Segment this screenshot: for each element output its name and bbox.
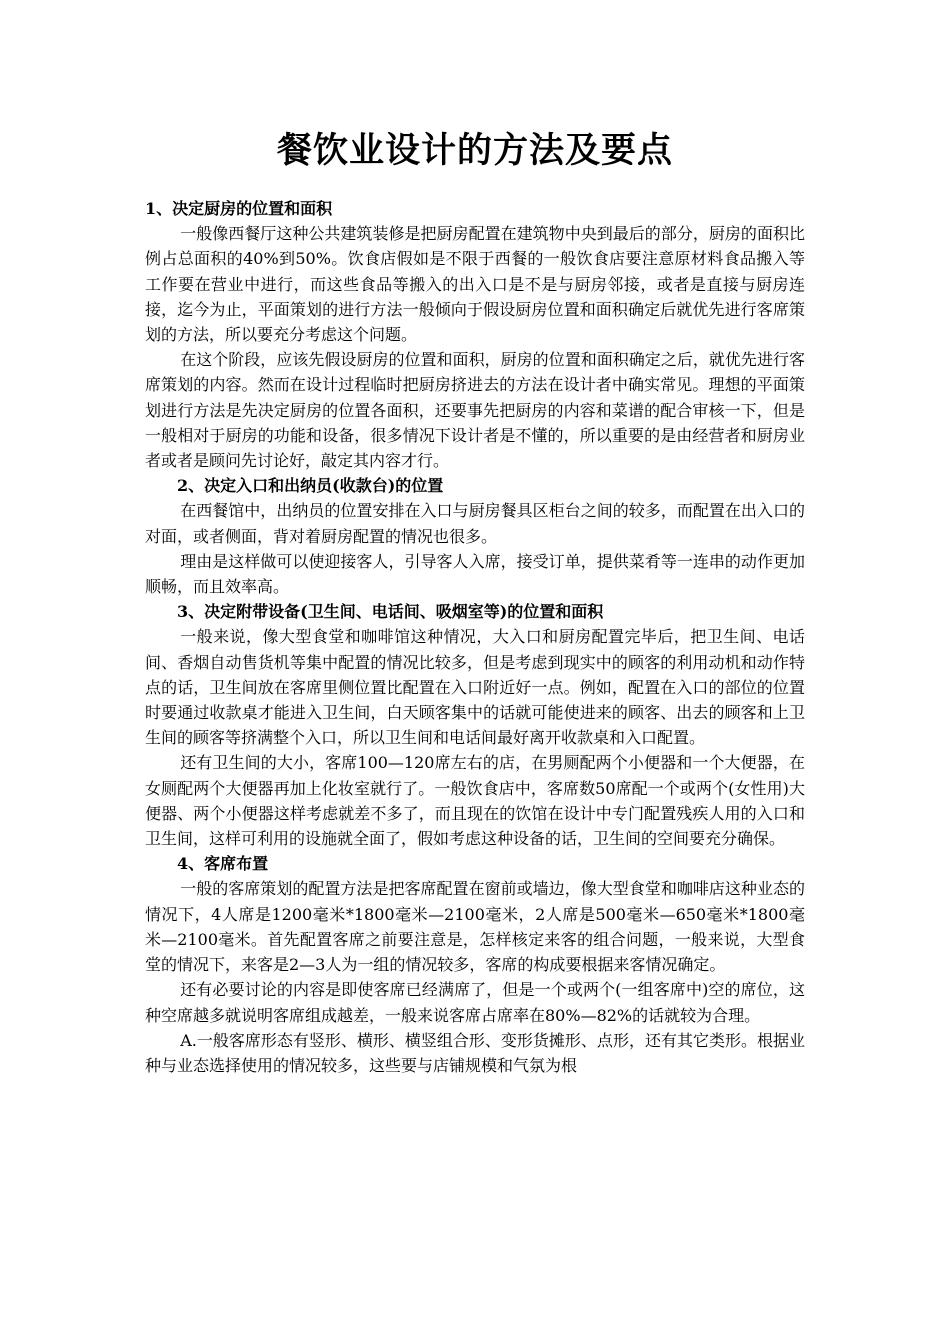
section-heading-1: 1、决定厨房的位置和面积 bbox=[145, 199, 333, 218]
paragraph: 一般像西餐厅这种公共建筑装修是把厨房配置在建筑物中央到最后的部分，厨房的面积比例占总面积的40%到50%。饮食店假如是不限于西餐的一般饮食店要注意原材料食品搬入等工作要在营业中进行，而这些食品等搬入的出入口是不是与厨房邻接，或者是直接与厨房连接，迄今为止，平面策划的进行方法一般倾向于假设厨房位置和面积确定后就优先进行客席策划的方法，所以要充分考虑这个问题。 bbox=[145, 224, 805, 345]
paragraph: 在这个阶段，应该先假设厨房的位置和面积，厨房的位置和面积确定之后，就优先进行客席策划的内容。然而在设计过程临时把厨房挤进去的方法在设计者中确实常见。理想的平面策划进行方法是先决定厨房的位置各面积，还要事先把厨房的内容和菜谱的配合审核一下，但是一般相对于厨房的功能和设备，很多情况下设计者是不懂的，所以重要的是由经营者和厨房业者或者是顾问先讨论好，敲定其内容才行。 bbox=[145, 350, 805, 471]
section-heading-2: 2、决定入口和出纳员(收款台)的位置 bbox=[177, 476, 444, 496]
section-heading-3: 3、决定附带设备(卫生间、电话间、吸烟室等)的位置和面积 bbox=[177, 602, 604, 622]
section-heading-4: 4、客席布置 bbox=[177, 854, 269, 874]
page-title: 餐饮业设计的方法及要点 bbox=[276, 130, 673, 171]
paragraph: 在西餐馆中，出纳员的位置安排在入口与厨房餐具区柜台之间的较多，而配置在出入口的对面，或者侧面，背对着厨房配置的情况也很多。 bbox=[145, 501, 805, 546]
document-body bbox=[145, 196, 805, 1078]
paragraph: 一般来说，像大型食堂和咖啡馆这种情况，大入口和厨房配置完毕后，把卫生间、电话间、香烟自动售货机等集中配置的情况比较多，但是考虑到现实中的顾客的利用动机和动作特点的话，卫生间放在客席里侧位置比配置在入口附近好一点。例如，配置在入口的部位的位置时要通过收款桌才能进入卫生间，白天顾客集中的话就可能使进来的顾客、出去的顾客和上卫生间的顾客等挤满整个入口，所以卫生间和电话间最好离开收款桌和入口配置。 bbox=[145, 627, 805, 748]
paragraph: A.一般客席形态有竖形、横形、横竖组合形、变形货摊形、点形，还有其它类形。根据业种与业态选择使用的情况较多，这些要与店铺规模和气氛为根 bbox=[145, 1030, 805, 1075]
paragraph: 还有卫生间的大小，客席100—120席左右的店，在男厕配两个小便器和一个大便器，在女厕配两个大便器再加上化妆室就行了。一般饮食店中，客席数50席配一个或两个(女性用)大便器、两个小便器这样考虑就差不多了，而且现在的饮馆在设计中专门配置残疾人用的入口和卫生间，这样可利用的设施就全面了，假如考虑这种设备的话，卫生间的空间要充分确保。 bbox=[145, 753, 805, 849]
paragraph: 还有必要讨论的内容是即使客席已经满席了，但是一个或两个(一组客席中)空的席位，这种空席越多就说明客席组成越差，一般来说客席占席率在80%—82%的话就较为合理。 bbox=[145, 980, 805, 1025]
paragraph: 一般的客席策划的配置方法是把客席配置在窗前或墙边，像大型食堂和咖啡店这种业态的情况下，4人席是1200毫米*1800毫米—2100毫米，2人席是500毫米—650毫米*1800毫米—2100毫米。首先配置客席之前要注意是，怎样核定来客的组合问题，一般来说，大型食堂的情况下，来客是2—3人为一组的情况较多，客席的构成要根据来客情况确定。 bbox=[145, 879, 805, 975]
paragraph: 理由是这样做可以使迎接客人，引导客人入席，接受订单，提供菜肴等一连串的动作更加顺畅，而且效率高。 bbox=[145, 551, 805, 597]
